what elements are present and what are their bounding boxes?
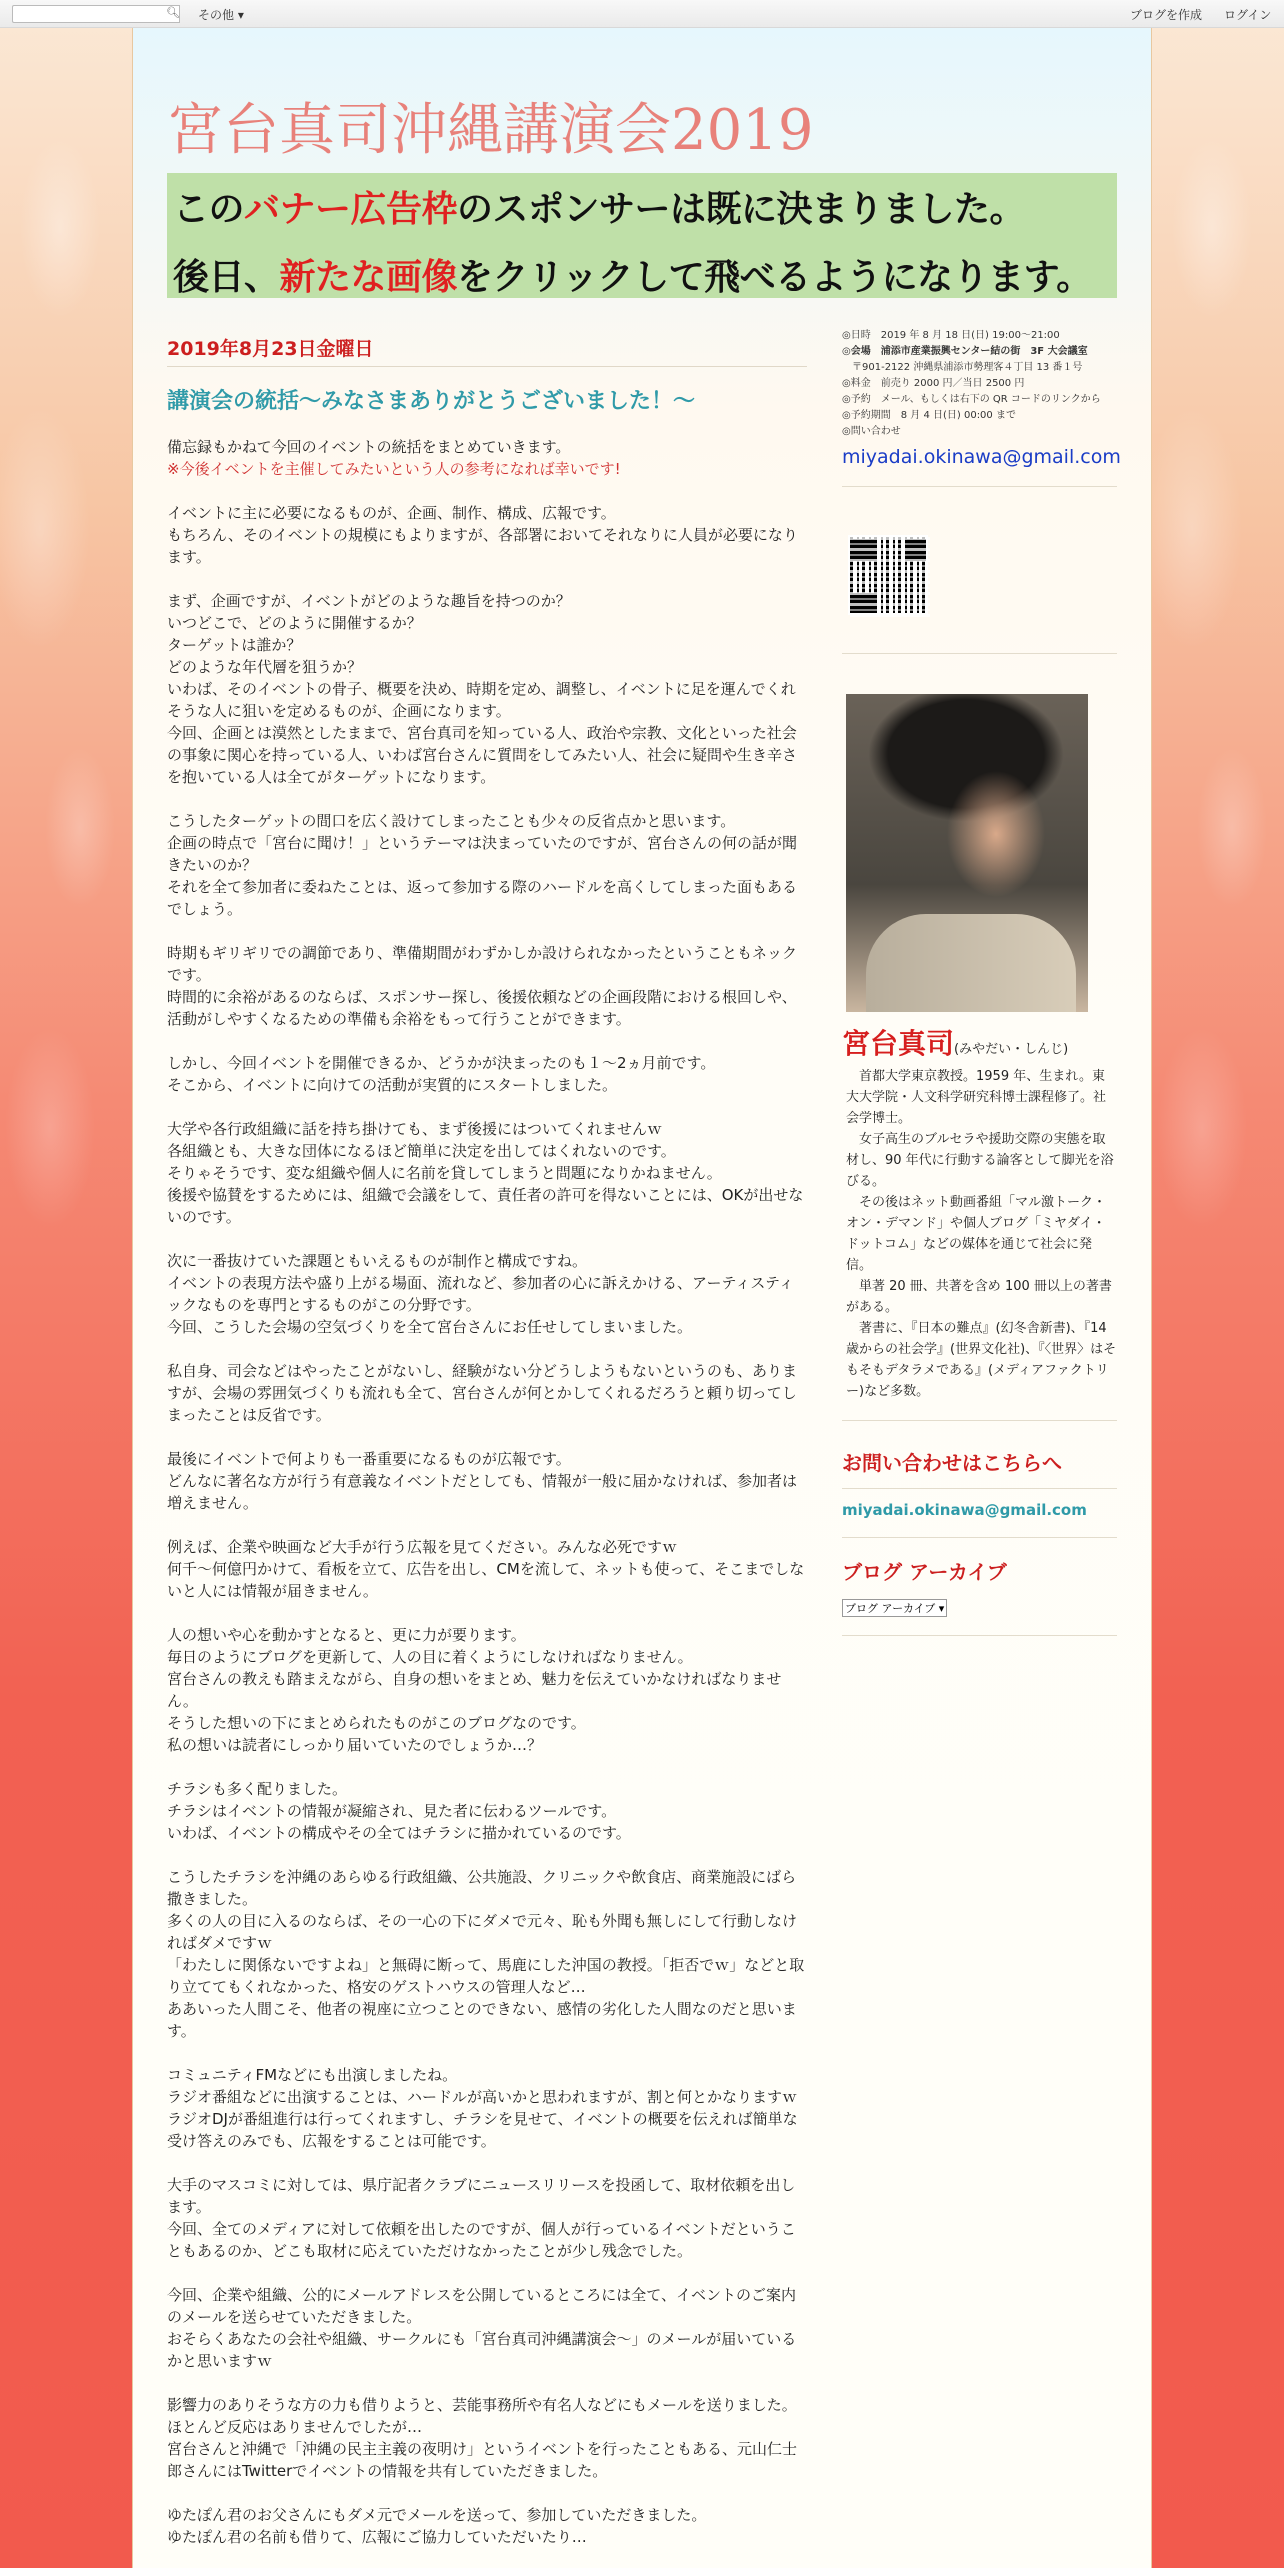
post-line: 私自身、司会などはやったことがないし、経験がない分どうしようもないというのも、ありますが、会場の雰囲気づくりも流れも全て、宮台さんが何とかしてくれるだろうと頼り切ってしまったことは反省です。 [167, 1362, 798, 1424]
event-contact-email[interactable]: miyadai.okinawa@gmail.com [842, 446, 1121, 468]
post-line [167, 568, 807, 590]
create-blog-link[interactable]: ブログを作成 [1130, 8, 1203, 22]
blog-logo-box[interactable] [12, 5, 40, 23]
post-line: いつどこで、どのように開催するか？ [167, 614, 422, 632]
post-line: イベントに主に必要になるものが、企画、制作、構成、広報です。 [167, 504, 616, 522]
post-line: 時期もギリギリでの調節であり、準備期間がわずかしか設けられなかったということもネックです。 [167, 944, 798, 984]
post-line: 備忘録もかねて今回のイベントの統括をまとめていきます。 [167, 438, 571, 456]
post-line: 今回、こうした会場の空気づくりを全て宮台さんにお任せしてしまいました。 [167, 1318, 693, 1336]
post-note: ※今後イベントを主催してみたいという人の参考になれば幸いです! [167, 460, 621, 478]
event-info-line: ◎料金 前売り 2000 円／当日 2500 円 [842, 378, 1025, 389]
post-line: しかし、今回イベントを開催できるか、どうかが決まったのも１～2ヵ月前です。 [167, 1054, 716, 1072]
post-line: コミュニティFMなどにも出演しましたね。 [167, 2066, 458, 2084]
post-line: 大手のマスコミに対しては、県庁記者クラブにニュースリリースを投函して、取材依頼を出します。 [167, 2176, 796, 2216]
divider [842, 1488, 1117, 1489]
post-line: 何千～何億円かけて、看板を立て、広告を出し、CMを流して、ネットも使って、そこまでしないと人には情報が届きません。 [167, 1560, 805, 1600]
divider [842, 1635, 1117, 1636]
event-info-line: ◎予約期間 8 月 4 日(日) 00:00 まで [842, 410, 1016, 421]
right-decoration [1152, 28, 1284, 1528]
post-line [167, 1844, 807, 1866]
post-line: 今回、全てのメディアに対して依頼を出したのですが、個人が行っているイベントだということもあるのか、どこも取材に応えていただけなかったことが少し残念でした。 [167, 2220, 796, 2260]
banner-highlight: 新たな画像 [279, 257, 458, 298]
profile-bio-paragraph: 著書に、『日本の難点』(幻冬舎新書)、『14 歳からの社会学』(世界文化社)、『〈世界〉はそもそもデタラメである』(メディアファクトリー)など多数。 [846, 1321, 1117, 1399]
profile-bio-paragraph: その後はネット動画番組「マル激トーク・オン・デマンド」や個人ブログ「ミヤダイ・ドットコム」などの媒体を通じて社会に発信。 [846, 1195, 1107, 1273]
sidebar [842, 328, 1121, 1654]
search-icon[interactable]: 🔍︎ [166, 6, 180, 19]
banner-text: をクリックして飛べるようになります。 [457, 257, 1092, 298]
post-line: おそらくあなたの会社や組織、サークルにも「宮台真司沖縄講演会～」のメールが届いているかと思いますｗ [167, 2330, 797, 2370]
left-decoration [0, 28, 132, 1528]
post-line: チラシも多く配りました。 [167, 1780, 348, 1798]
blog-title[interactable]: 宮台真司沖縄講演会2019 [167, 98, 814, 163]
post-line [167, 1756, 807, 1778]
login-link[interactable]: ログイン [1224, 8, 1272, 22]
post-line: 最後にイベントで何よりも一番重要になるものが広報です。 [167, 1450, 571, 1468]
post-line: 人の想いや心を動かすとなると、更に力が要ります。 [167, 1626, 526, 1644]
post-line: いわば、そのイベントの骨子、概要を決め、時期を定め、調整し、イベントに足を運んでくれそうな人に狙いを定めるものが、企画になります。 [167, 680, 796, 720]
post-line [167, 2152, 807, 2174]
post-line: こうしたチラシを沖縄のあらゆる行政組織、公共施設、クリニックや飲食店、商業施設にばら撒きました。 [167, 1868, 797, 1908]
post-line: ゆたぽん君のお父さんにもダメ元でメールを送って、参加していただきました。 [167, 2506, 707, 2524]
post-line [167, 920, 807, 942]
post-line: 私の想いは読者にしっかり届いていたのでしょうか…？ [167, 1736, 543, 1754]
post-line: 宮台さんの教えも踏まえながら、自身の想いをまとめ、魅力を伝えていかなければなりません。 [167, 1670, 782, 1710]
banner-highlight: バナー広告枠 [244, 189, 458, 230]
post-line [167, 788, 807, 810]
post-date: 2019年8月23日金曜日 [167, 338, 374, 360]
blogger-navbar [0, 0, 1284, 28]
post-line: どのような年代層を狙うか？ [167, 658, 363, 676]
profile-bio-paragraph: 単著 20 冊、共著を含め 100 冊以上の著書がある。 [846, 1279, 1112, 1315]
post-line: 多くの人の目に入るのならば、その一心の下にダメで元々、恥も外聞も無しにして行動しなければダメですｗ [167, 1912, 798, 1952]
post-line: 今回、企画とは漠然としたままで、宮台真司を知っている人、政治や宗教、文化といった社会の事象に関心を持っている人、いわば宮台さんに質問をしてみたい人、社会に疑問や生き辛さを抱いている人は全てがターゲットになります。 [167, 724, 798, 786]
sponsor-banner[interactable] [167, 173, 1117, 298]
post-line: ゆたぽん君の名前も借りて、広報にご協力していただいたり… [167, 2528, 587, 2546]
post-line: イベントの表現方法や盛り上がる場面、流れなど、参加者の心に訴えかける、アーティスティックなものを専門とするものがこの分野です。 [167, 1274, 794, 1314]
qr-code-icon[interactable] [848, 535, 928, 615]
post-line: 後援や協賛をするためには、組織で会議をして、責任者の許可を得ないことには、OKが出せないのです。 [167, 1186, 804, 1226]
contact-heading: お問い合わせはこちらへ [842, 1451, 1062, 1475]
post-line [167, 480, 807, 502]
search-input[interactable] [40, 5, 180, 23]
post-line: 各組織とも、大きな団体になるほど簡単に決定を出してはくれないのです。 [167, 1142, 676, 1160]
post-line: ターゲットは誰か？ [167, 636, 302, 654]
post-line [167, 1602, 807, 1624]
post-line: どんなに著名な方が行う有意義なイベントだとしても、情報が一般に届かなければ、参加者は増えません。 [167, 1472, 798, 1512]
event-info-line: ◎日時 2019 年 8 月 18 日(日) 19:00～21:00 [842, 330, 1060, 341]
post-line [167, 1426, 807, 1448]
post-line: そうした想いの下にまとめられたものがこのブログなのです。 [167, 1714, 586, 1732]
profile-bio-paragraph: 首都大学東京教授。1959 年、生まれ。東大大学院・人文科学研究科博士課程修了。社会学博士。 [846, 1069, 1107, 1126]
post-divider [167, 366, 807, 367]
post-line: もちろん、そのイベントの規模にもよりますが、各部署においてそれなりに人員が必要になります。 [167, 526, 798, 566]
profile-bio-paragraph: 女子高生のブルセラや援助交際の実態を取材し、90 年代に行動する論客として脚光を浴びる。 [846, 1132, 1114, 1189]
event-info-line: 〒901-2122 沖縄県浦添市勢理客４丁目 13 番１号 [842, 362, 1083, 373]
post-line [167, 2372, 807, 2394]
post-line [167, 2262, 807, 2284]
divider [842, 1420, 1117, 1421]
more-menu[interactable]: その他 ▾ [198, 8, 244, 22]
profile-name-text: 宮台真司 [842, 1027, 955, 1060]
post-line [167, 2042, 807, 2064]
event-info-line: ◎会場 浦添市産業振興センター結の街 3F 大会議室 [842, 346, 1088, 357]
post-line: 影響力のありそうな方の力も借りようと、芸能事務所や有名人などにもメールを送りました。ほとんど反応はありませんでしたが… [167, 2396, 797, 2436]
archive-dropdown[interactable]: ブログ アーカイブ ▾ [842, 1599, 947, 1617]
post-title[interactable]: 講演会の統括～みなさまありがとうございました！～ [167, 389, 696, 414]
post-line: いわば、イベントの構成やその全てはチラシに描かれているのです。 [167, 1824, 631, 1842]
post-line [167, 1096, 807, 1118]
divider [842, 1537, 1117, 1538]
event-info-line: ◎問い合わせ [842, 426, 901, 437]
divider [842, 653, 1117, 654]
post-line: 企画の時点で「宮台に聞け！」というテーマは決まっていたのですが、宮台さんの何の話が聞きたいのか？ [167, 834, 798, 874]
archive-heading: ブログ アーカイブ [842, 1560, 1007, 1584]
event-info-line: ◎予約 メール、もしくは右下の QR コードのリンクから [842, 394, 1101, 405]
event-info [842, 328, 1117, 440]
post-line: 毎日のようにブログを更新して、人の目に着くようにしなければなりません。 [167, 1648, 693, 1666]
post-line: 例えば、企業や映画など大手が行う広報を見てください。みんな必死ですｗ [167, 1538, 678, 1556]
post-line: そりゃそうです、変な組織や個人に名前を貸してしまうと問題になりかねません。 [167, 1164, 722, 1182]
banner-text: この [173, 189, 245, 230]
post-line: それを全て参加者に委ねたことは、返って参加する際のハードルを高くしてしまった面もあるでしょう。 [167, 878, 798, 918]
post-line: 今回、企業や組織、公的にメールアドレスを公開しているところには全て、イベントのご案内のメールを送らせていただきました。 [167, 2286, 796, 2326]
post-line: チラシはイベントの情報が凝縮され、見た者に伝わるツールです。 [167, 1802, 617, 1820]
banner-text: のスポンサーは既に決まりました。 [457, 189, 1026, 230]
post-line: こうしたターゲットの間口を広く設けてしまったことも少々の反省点かと思います。 [167, 812, 736, 830]
post-line: 「わたしに関係ないですよね」と無碍に断って、馬鹿にした沖国の教授。「拒否でｗ」などと取り立ててもくれなかった、格安のゲストハウスの管理人など… [167, 1956, 805, 1996]
post-line [167, 1228, 807, 1250]
banner-line-1 [173, 181, 1025, 232]
banner-line-2 [173, 249, 1092, 300]
post-line [167, 2482, 807, 2504]
post-line: ああいった人間こそ、他者の視座に立つことのできない、感情の劣化した人間なのだと思います。 [167, 2000, 797, 2040]
post-line: ラジオ番組などに出演することは、ハードルが高いかと思われますが、割と何とかなりますｗ [167, 2088, 798, 2106]
post-line [167, 1030, 807, 1052]
post-line: 時間的に余裕があるのならば、スポンサー探し、後援依頼などの企画段階における根回しや、活動がしやすくなるための準備も余裕をもって行うことができます。 [167, 988, 797, 1028]
post-line: そこから、イベントに向けての活動が実質的にスタートしました。 [167, 1076, 618, 1094]
profile-bio [842, 1066, 1117, 1402]
post-line: 次に一番抜けていた課題ともいえるものが制作と構成ですね。 [167, 1252, 588, 1270]
post-line: まず、企画ですが、イベントがどのような趣旨を持つのか？ [167, 592, 571, 610]
post-line [167, 1338, 807, 1360]
blog-container [132, 28, 1152, 2568]
post-line: 大学や各行政組織に話を持ち掛けても、まず後援にはついてくれませんｗ [167, 1120, 663, 1138]
post-body [167, 436, 807, 2548]
banner-text: 後日、 [173, 257, 280, 298]
profile-kana: (みやだい・しんじ) [954, 1042, 1069, 1057]
profile-name [842, 1022, 1117, 1062]
divider [842, 486, 1117, 487]
post-line: ラジオDJが番組進行は行ってくれますし、チラシを見せて、イベントの概要を伝えれば簡単な受け答えのみでも、広報をすることは可能です。 [167, 2110, 798, 2150]
post-line: 宮台さんと沖縄で「沖縄の民主主義の夜明け」というイベントを行ったこともある、元山仁士郎さんにはTwitterでイベントの情報を共有していただきました。 [167, 2440, 798, 2480]
post-line [167, 1514, 807, 1536]
contact-email-link[interactable]: miyadai.okinawa@gmail.com [842, 1501, 1087, 1519]
profile-photo [846, 694, 1088, 1012]
